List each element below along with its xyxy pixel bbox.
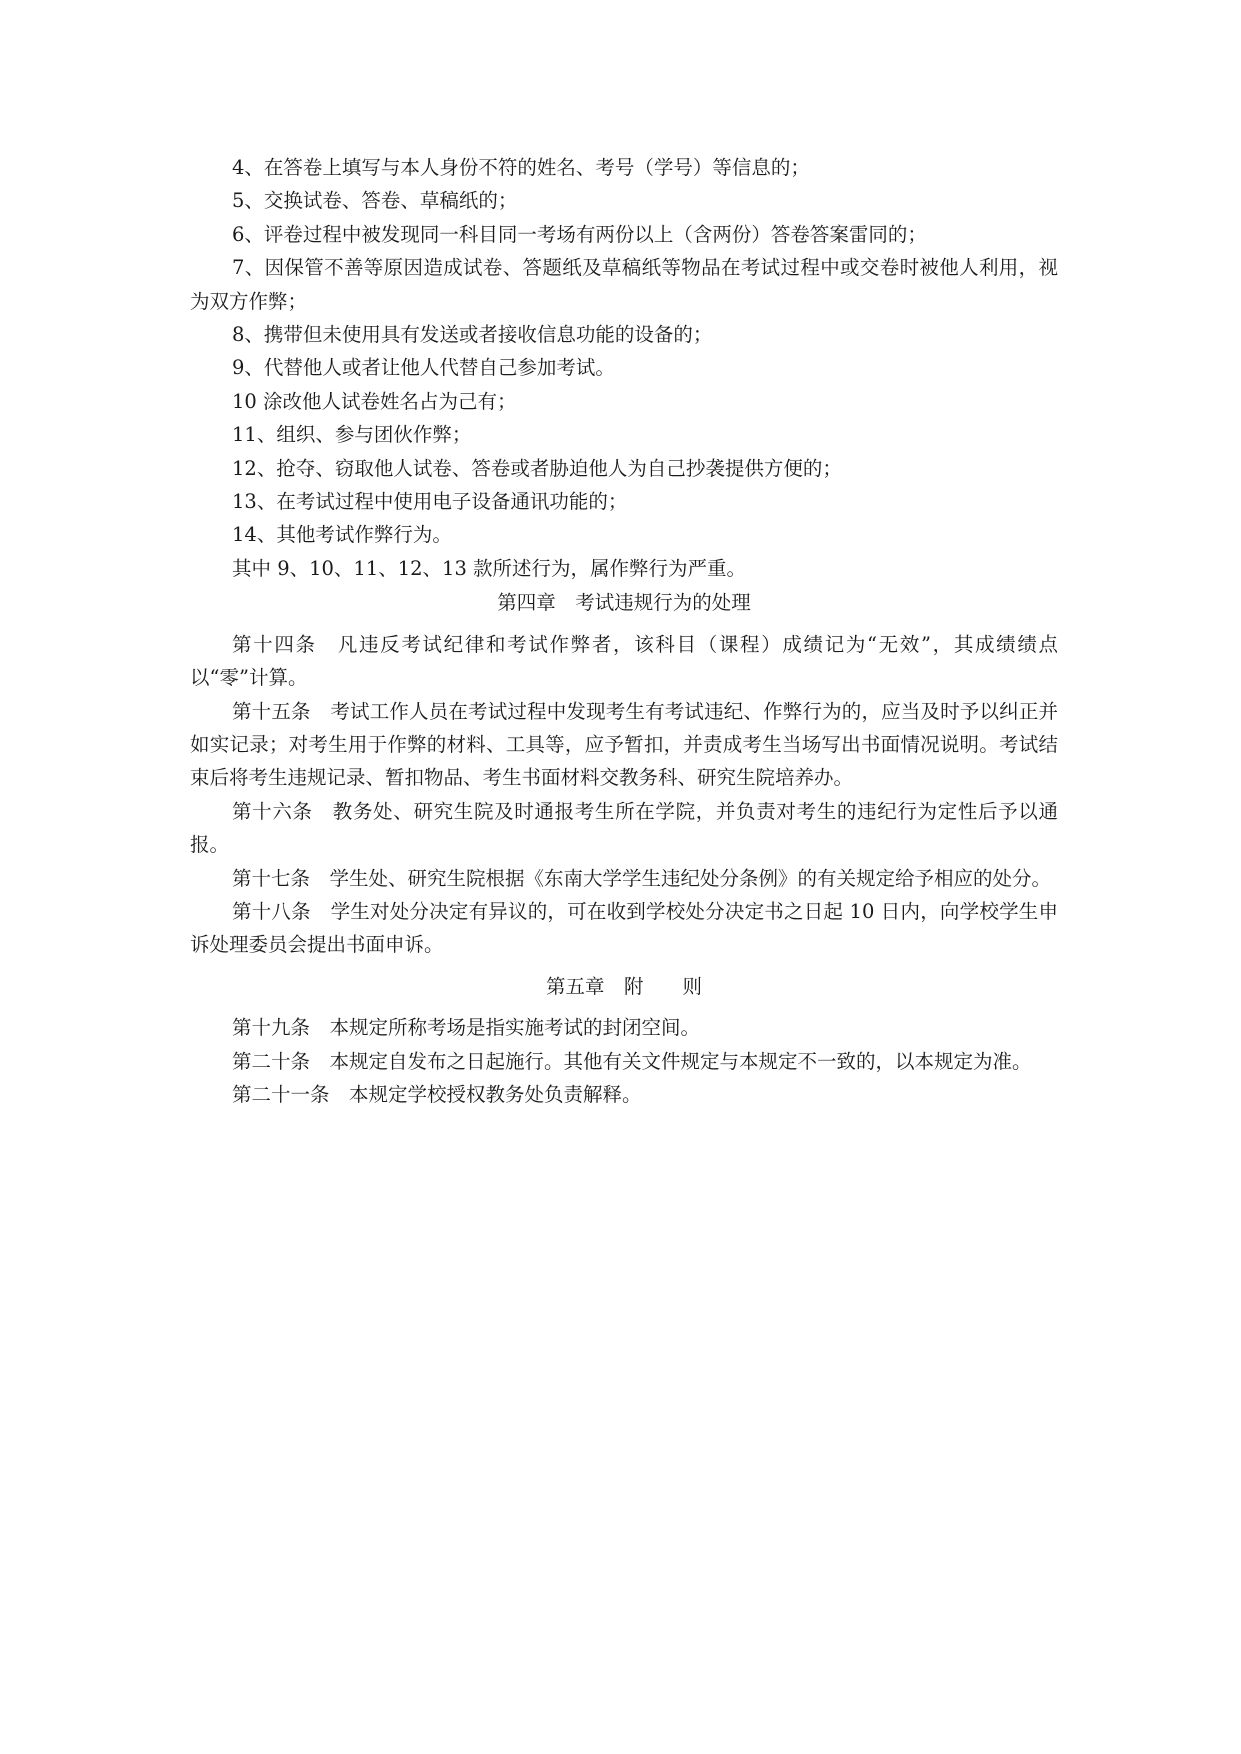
article-fifteen: 第十五条 考试工作人员在考试过程中发现考生有考试违纪、作弊行为的，应当及时予以纠正并如实记录；对考生用于作弊的材料、工具等，应予暂扣，并责成考生当场写出书面情况说明。考试结束后将考生违规记录、暂扣物品、考生书面材料交教务科、研究生院培养办。 [190,699,1058,790]
list-item: 12、抢夺、窃取他人试卷、答卷或者胁迫他人为自己抄袭提供方便的； [232,456,842,480]
article-fourteen: 第十四条 凡违反考试纪律和考试作弊者，该科目（课程）成绩记为“无效”，其成绩绩点以“零”计算。 [190,632,1058,690]
list-item: 6、评卷过程中被发现同一科目同一考场有两份以上（含两份）答卷答案雷同的； [232,222,927,246]
summary-note: 其中 9、10、11、12、13 款所述行为，属作弊行为严重。 [232,556,747,580]
list-item: 4、在答卷上填写与本人身份不符的姓名、考号（学号）等信息的； [232,156,810,179]
list-item: 10 涂改他人试卷姓名占为己有； [232,389,517,413]
list-item: 7、因保管不善等原因造成试卷、答题纸及草稿纸等物品在考试过程中或交卷时被他人利用，视为双方作弊； [190,256,1058,313]
list-item: 14、其他考试作弊行为。 [232,523,452,547]
article-eighteen: 第十八条 学生对处分决定有异议的，可在收到学校处分决定书之日起 10 日内，向学校学生申诉处理委员会提出书面申诉。 [190,899,1058,957]
list-item: 5、交换试卷、答卷、草稿纸的； [232,189,518,213]
list-item: 9、代替他人或者让他人代替自己参加考试。 [232,356,615,380]
chapter-five-title: 第五章 附 则 [545,974,702,998]
article-twenty-one: 第二十一条 本规定学校授权教务处负责解释。 [232,1082,642,1106]
list-item: 13、在考试过程中使用电子设备通讯功能的； [232,490,628,514]
document-body [190,151,1058,1111]
article-twenty: 第二十条 本规定自发布之日起施行。其他有关文件规定与本规定不一致的，以本规定为准。 [232,1049,1032,1073]
article-nineteen: 第十九条 本规定所称考场是指实施考试的封闭空间。 [232,1016,701,1040]
article-seventeen: 第十七条 学生处、研究生院根据《东南大学学生违纪处分条例》的有关规定给予相应的处分。 [232,866,1052,890]
article-sixteen: 第十六条 教务处、研究生院及时通报考生所在学院，并负责对考生的违纪行为定性后予以通报。 [190,799,1058,857]
list-item: 11、组织、参与团伙作弊； [232,423,472,447]
chapter-four-title: 第四章 考试违规行为的处理 [497,591,751,615]
list-item: 8、携带但未使用具有发送或者接收信息功能的设备的； [232,323,713,347]
